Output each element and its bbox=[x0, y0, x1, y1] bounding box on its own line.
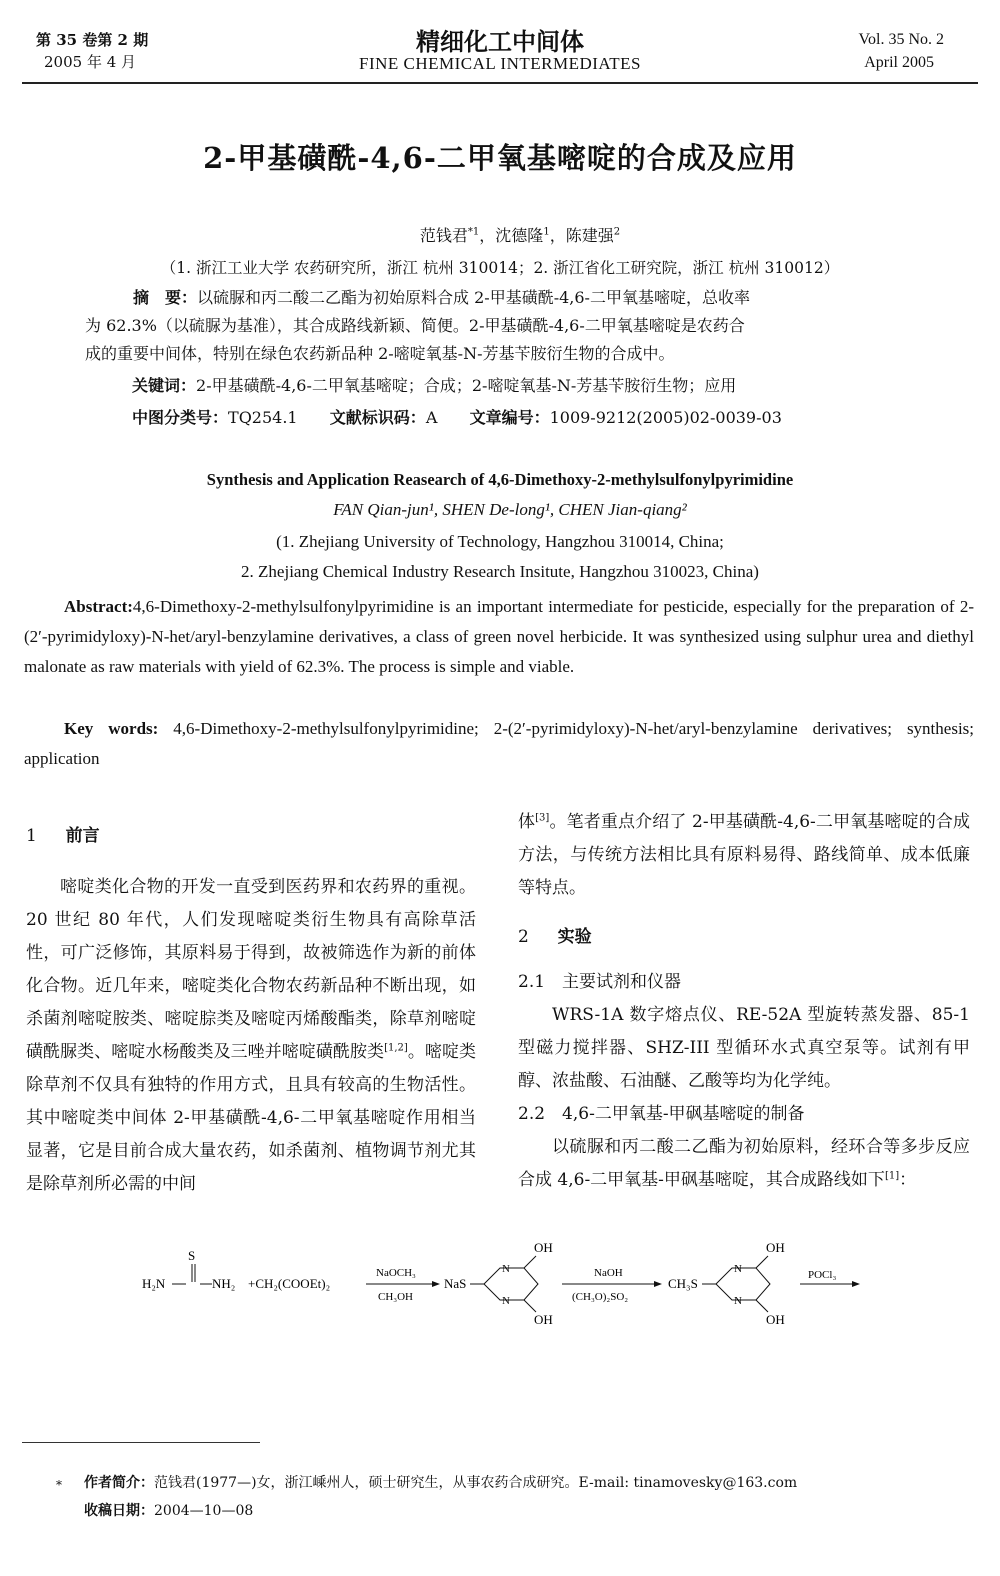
authors-cn: 范钱君$^{*1}$，沈德隆$^1$，陈建强$^2$ bbox=[419, 226, 621, 245]
scheme-thiourea-right: NH₂ bbox=[212, 1276, 236, 1291]
journal-title-cn: 精细化工中间体 bbox=[416, 27, 584, 56]
scheme-ring1-oh-top: OH bbox=[534, 1240, 553, 1255]
reaction-scheme bbox=[140, 1238, 870, 1328]
scheme-ring1-n-top: N bbox=[502, 1263, 510, 1275]
scheme-arrow2-top: NaOH bbox=[594, 1267, 623, 1279]
scheme-bond bbox=[756, 1300, 768, 1312]
affiliation-cn: （1. 浙江工业大学 农药研究所，浙江 杭州 310014；2. 浙江省化工研究院，浙江 杭州 310012） bbox=[160, 259, 840, 277]
scheme-thiourea-left: H₂N bbox=[142, 1276, 166, 1291]
author-3: ，陈建强 bbox=[549, 226, 614, 245]
section-2-heading: 2 实验 bbox=[518, 927, 592, 947]
subsection-2-2-paragraph: 以硫脲和丙二酸二乙酯为初始原料，经环合等多步反应合成 4,6-二甲氧基-甲砜基嘧啶，其合成路线如下[1]： bbox=[518, 1137, 970, 1190]
footnote-received: 收稿日期：2004—10—08 bbox=[84, 1503, 254, 1519]
scheme-arrow1-top: NaOCH₃ bbox=[376, 1267, 416, 1279]
scheme-arrowhead bbox=[654, 1281, 662, 1287]
section-1-paragraph: 嘧啶类化合物的开发一直受到医药界和农药界的重视。20 世纪 80 年代，人们发现嘧啶类衍生物具有高除草活性，可广泛修饰，其原料易于得到，故被筛选作为新的前体化合物。近几年来，嘧啶类化合物农药新品种不断出现，如杀菌剂嘧啶胺类、嘧啶腙类及嘧啶丙烯酸酯类，除草剂嘧啶磺酰脲类、嘧啶水杨酸类及三唑并嘧啶磺酰胺类[1,2]。嘧啶类除草剂不仅具有独特的作用方式，且具有较高的生物活性。其中嘧啶类中间体 2-甲基磺酰-4,6-二甲氧基嘧啶作用相当显著，它是目前合成大量农药，如杀菌剂、植物调节剂尤其是除草剂所必需的中间 bbox=[26, 877, 477, 1194]
abstract-cn: 摘 要：以硫脲和丙二酸二乙酯为初始原料合成 2-甲基磺酰-4,6-二甲氧基嘧啶，总收率 为 62.3%（以硫脲为基准），其合成路线新颖、简便。2-甲基磺酰-4,6-二甲氧基嘧啶是农药合 成的重要中间体，特别在绿色农药新品种 2-嘧啶氧基-N-芳基苄胺衍生物的合成中。 bbox=[85, 288, 750, 363]
citation: [1,2] bbox=[384, 1042, 408, 1054]
scheme-arrowhead bbox=[852, 1281, 860, 1287]
scheme-ring1-oh-bottom: OH bbox=[534, 1312, 553, 1327]
scheme-nas: NaS bbox=[444, 1276, 467, 1291]
footnote-author: 作者简介：范钱君(1977—)女，浙江嵊州人，硕士研究生，从事农药合成研究。E-mail: tinamovesky@163.com bbox=[84, 1475, 798, 1491]
affiliation-en-2: 2. Zhejiang Chemical Industry Research Insitute, Hangzhou 310023, China) bbox=[241, 562, 759, 581]
scheme-thiourea-s: S bbox=[188, 1248, 196, 1263]
scheme-bond bbox=[524, 1256, 536, 1268]
scheme-ring2-oh-top: OH bbox=[766, 1240, 785, 1255]
scheme-diethyl-malonate: +CH₂(COOEt)₂ bbox=[248, 1276, 331, 1291]
scheme-ring2-n-bottom: N bbox=[734, 1295, 742, 1307]
paper-title-cn: 2-甲基磺酰-4,6-二甲氧基嘧啶的合成及应用 bbox=[203, 141, 797, 175]
volume-en: Vol. 35 No. 2 bbox=[858, 31, 944, 48]
author-2: ，沈德隆 bbox=[479, 226, 544, 245]
subsection-2-1-paragraph: WRS-1A 数字熔点仪、RE-52A 型旋转蒸发器、85-1 型磁力搅拌器、SHZ-III 型循环水式真空泵等。试剂有甲醇、浓盐酸、石油醚、乙酸等均为化学纯。 bbox=[518, 1005, 970, 1091]
scheme-bond bbox=[524, 1300, 536, 1312]
scheme-arrow1-bottom: CH₃OH bbox=[378, 1291, 414, 1303]
keywords-cn: 关键词：2-甲基磺酰-4,6-二甲氧基嘧啶；合成；2-嘧啶氧基-N-芳基苄胺衍生物；应用 bbox=[132, 376, 737, 395]
section-1-heading: 1 前言 bbox=[26, 826, 100, 846]
author-1: 范钱君 bbox=[419, 226, 468, 245]
keywords-en: Key words: 4,6-Dimethoxy-2-methylsulfonylpyrimidine; 2-(2′-pyrimidyloxy)-N-het/aryl-benzylamine derivatives; synthesis; application bbox=[24, 719, 974, 768]
citation: [1] bbox=[884, 1170, 900, 1182]
abstract-en: Abstract:4,6-Dimethoxy-2-methylsulfonylpyrimidine is an important intermediate for pesticide, especially for the preparation of 2-(2′-pyrimidyloxy)-N-het/aryl-benzylamine derivatives, a class of green novel herbicide. It was synthesized using sulphur urea and diethyl malonate as raw materials with yield of 62.3%. The process is simple and viable. bbox=[24, 597, 974, 676]
affiliation-en-1: (1. Zhejiang University of Technology, Hangzhou 310014, China; bbox=[276, 532, 724, 551]
volume-cn: 第 35 卷第 2 期 bbox=[36, 31, 149, 49]
authors-en: FAN Qian-jun¹, SHEN De-long¹, CHEN Jian-qiang² bbox=[333, 500, 687, 519]
subsection-2-1-heading: 2.1 主要试剂和仪器 bbox=[518, 972, 682, 992]
journal-title-en: FINE CHEMICAL INTERMEDIATES bbox=[358, 54, 642, 73]
scheme-arrow2-bottom: (CH₃O)₂SO₂ bbox=[572, 1291, 629, 1303]
citation: [3] bbox=[535, 812, 550, 824]
paper-title-en: Synthesis and Application Reasearch of 4,6-Dimethoxy-2-methylsulfonylpyrimidine bbox=[206, 470, 794, 489]
scheme-pyrimidine-ring-2 bbox=[716, 1268, 770, 1300]
scheme-pyrimidine-ring-1 bbox=[484, 1268, 538, 1300]
date-cn: 2005 年 4 月 bbox=[44, 53, 137, 71]
right-column bbox=[518, 806, 970, 1197]
scheme-ring2-oh-bottom: OH bbox=[766, 1312, 785, 1327]
footnote-rule bbox=[22, 1442, 260, 1443]
section-1-continuation: 体[3]。笔者重点介绍了 2-甲基磺酰-4,6-二甲氧基嘧啶的合成方法，与传统方法相比具有原料易得、路线简单、成本低廉等特点。 bbox=[518, 812, 970, 898]
scheme-arrowhead bbox=[432, 1281, 440, 1287]
scheme-ring2-n-top: N bbox=[734, 1263, 742, 1275]
scheme-bond bbox=[756, 1256, 768, 1268]
scheme-arrow3-top: POCl₃ bbox=[808, 1269, 837, 1281]
classification-line: 中图分类号：TQ254.1 文献标识码：A 文章编号：1009-9212(2005)02-0039-03 bbox=[132, 408, 782, 427]
date-en: April 2005 bbox=[864, 54, 934, 71]
abstract-label: 摘 要： bbox=[133, 288, 198, 307]
left-column bbox=[26, 820, 476, 1201]
subsection-2-2-heading: 2.2 4,6-二甲氧基-甲砜基嘧啶的制备 bbox=[518, 1104, 805, 1124]
scheme-ch3s: CH₃S bbox=[668, 1276, 698, 1291]
footnote-star: * bbox=[56, 1478, 62, 1492]
header-rule bbox=[22, 82, 978, 84]
scheme-ring1-n-bottom: N bbox=[502, 1295, 510, 1307]
